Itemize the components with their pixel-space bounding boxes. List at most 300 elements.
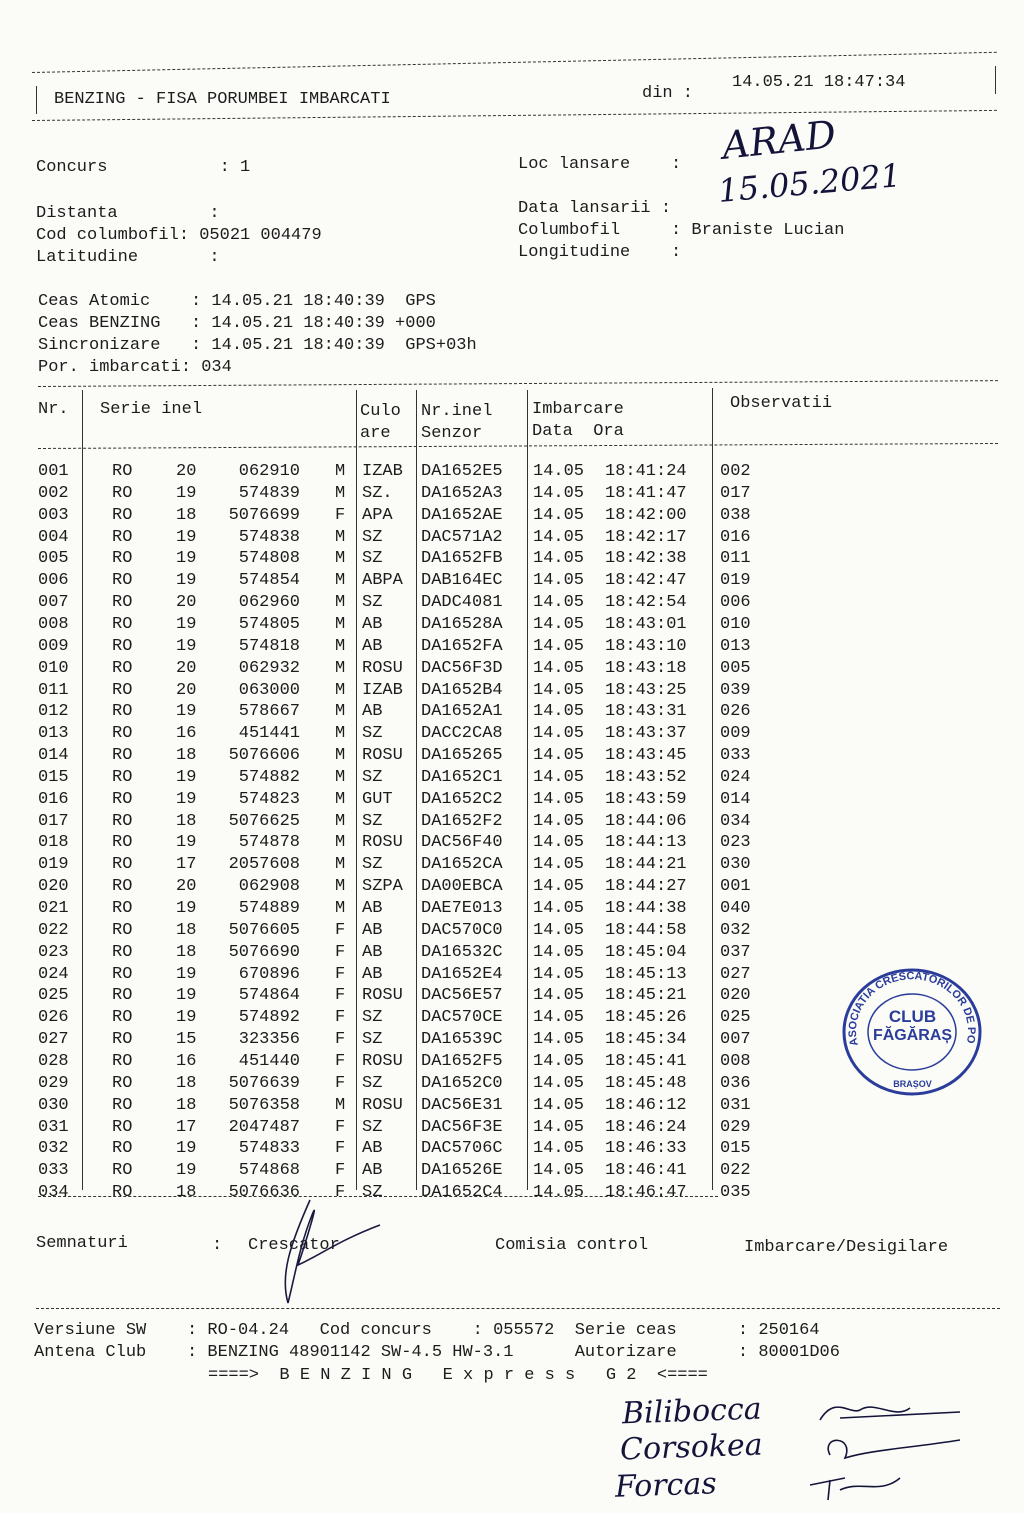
row-nr: 012 <box>38 702 69 722</box>
row-time: 18:41:24 <box>605 462 687 481</box>
row-nr: 021 <box>38 899 69 918</box>
row-nr: 001 <box>38 462 69 481</box>
crescator-signature <box>250 1185 390 1310</box>
row-time: 18:44:27 <box>605 877 687 897</box>
row-date: 14.05 <box>533 855 585 875</box>
row-sex: F <box>335 986 346 1006</box>
row-nr: 028 <box>38 1051 69 1071</box>
row-country: RO <box>112 593 133 613</box>
crescator-label: Crescator <box>248 1236 340 1255</box>
row-color: AB <box>362 964 383 984</box>
row-obs: 006 <box>720 593 751 613</box>
row-country: RO <box>112 680 133 700</box>
row-nr: 005 <box>38 549 69 569</box>
row-sensor: DA1652B4 <box>421 680 503 700</box>
row-sex: M <box>335 636 346 656</box>
row-sex: M <box>335 724 346 744</box>
row-year: 17 <box>176 855 197 875</box>
row-obs: 020 <box>720 986 751 1006</box>
row-date: 14.05 <box>533 1051 585 1071</box>
comisia-label: Comisia control <box>495 1236 649 1255</box>
row-date: 14.05 <box>533 920 585 940</box>
row-color: ROSU <box>362 1095 403 1115</box>
row-year: 18 <box>176 920 197 940</box>
row-country: RO <box>112 1117 133 1137</box>
row-nr: 017 <box>38 811 69 831</box>
header-top-rule <box>32 52 997 73</box>
row-nr: 018 <box>38 833 69 853</box>
row-sex: M <box>335 767 346 787</box>
table-top-rule <box>38 380 998 387</box>
row-country: RO <box>112 767 133 787</box>
row-obs: 005 <box>720 658 751 678</box>
row-year: 20 <box>176 680 197 700</box>
commission-name-3: Forcas <box>614 1466 718 1505</box>
row-country: RO <box>112 636 133 656</box>
stamp-ring-text: ASOCIATIA CRESCATORILOR DE PO <box>846 970 978 1047</box>
longitudine-field: Longitudine : <box>518 243 682 262</box>
row-date: 14.05 <box>533 1117 585 1137</box>
row-obs: 015 <box>720 1139 751 1159</box>
row-date: 14.05 <box>533 702 585 722</box>
commission-name-2: Corsokea <box>619 1427 764 1468</box>
table-row <box>0 659 1024 681</box>
row-nr: 032 <box>38 1139 69 1159</box>
table-row <box>0 724 1024 746</box>
table-row <box>0 1183 1024 1205</box>
row-obs: 023 <box>720 833 751 853</box>
row-ring: 574838 <box>238 527 300 547</box>
row-ring: 574892 <box>238 1008 300 1028</box>
row-color: ABPA <box>362 571 403 591</box>
row-year: 19 <box>176 964 197 984</box>
row-year: 15 <box>176 1030 197 1050</box>
row-date: 14.05 <box>533 593 585 613</box>
row-time: 18:45:26 <box>605 1008 687 1028</box>
row-ring: 574854 <box>238 571 300 591</box>
row-color: SZ <box>362 1073 383 1093</box>
row-date: 14.05 <box>533 1161 585 1181</box>
row-ring: 574839 <box>238 483 300 503</box>
row-year: 18 <box>176 1183 197 1203</box>
row-sensor: DA1652C2 <box>421 789 503 809</box>
row-color: SZ <box>362 1183 383 1203</box>
row-sex: M <box>335 899 346 918</box>
row-nr: 013 <box>38 724 69 744</box>
handwritten-date: 15.05.2021 <box>716 156 903 210</box>
table-row <box>0 921 1024 943</box>
row-year: 19 <box>176 527 197 547</box>
row-country: RO <box>112 855 133 875</box>
commission-signatures <box>800 1390 990 1505</box>
row-nr: 019 <box>38 855 69 875</box>
row-ring: 5076625 <box>228 811 300 831</box>
row-sex: F <box>335 964 346 984</box>
row-nr: 002 <box>38 483 69 503</box>
row-time: 18:42:00 <box>605 505 687 525</box>
data-lansarii-field: Data lansarii : <box>518 199 672 218</box>
row-country: RO <box>112 658 133 678</box>
row-ring: 2047487 <box>228 1117 300 1137</box>
row-time: 18:44:06 <box>605 811 687 831</box>
row-color: SZ <box>362 527 383 547</box>
table-row <box>0 768 1024 790</box>
row-year: 19 <box>176 549 197 569</box>
row-country: RO <box>112 1095 133 1115</box>
row-color: SZPA <box>362 877 403 897</box>
document-title: BENZING - FISA PORUMBEI IMBARCATI <box>54 90 391 109</box>
row-sex: M <box>335 549 346 569</box>
row-ring: 574818 <box>238 636 300 656</box>
row-date: 14.05 <box>533 658 585 678</box>
row-year: 18 <box>176 1095 197 1115</box>
row-country: RO <box>112 614 133 634</box>
row-year: 19 <box>176 789 197 809</box>
table-row <box>0 593 1024 615</box>
table-row <box>0 790 1024 812</box>
table-row <box>0 899 1024 921</box>
row-year: 16 <box>176 724 197 744</box>
row-sex: F <box>335 1117 346 1137</box>
row-sensor: DAC56F3D <box>421 658 503 678</box>
row-year: 18 <box>176 1073 197 1093</box>
row-sensor: DA16526E <box>421 1161 503 1181</box>
table-row <box>0 484 1024 506</box>
row-year: 19 <box>176 636 197 656</box>
row-date: 14.05 <box>533 877 585 897</box>
row-country: RO <box>112 549 133 569</box>
row-color: SZ <box>362 855 383 875</box>
row-obs: 014 <box>720 789 751 809</box>
table-row <box>0 855 1024 877</box>
row-country: RO <box>112 1051 133 1071</box>
row-year: 19 <box>176 702 197 722</box>
row-time: 18:43:25 <box>605 680 687 700</box>
row-sex: M <box>335 702 346 722</box>
row-sex: F <box>335 1030 346 1050</box>
row-nr: 008 <box>38 614 69 634</box>
row-time: 18:44:38 <box>605 899 687 918</box>
row-time: 18:44:13 <box>605 833 687 853</box>
row-country: RO <box>112 964 133 984</box>
row-obs: 017 <box>720 483 751 503</box>
row-date: 14.05 <box>533 811 585 831</box>
row-obs: 002 <box>720 462 751 481</box>
row-color: SZ. <box>362 483 393 503</box>
semnaturi-colon: : <box>212 1236 223 1255</box>
row-year: 20 <box>176 877 197 897</box>
table-row <box>0 746 1024 768</box>
row-sex: M <box>335 593 346 613</box>
row-sensor: DA1652FB <box>421 549 503 569</box>
row-color: SZ <box>362 767 383 787</box>
row-sensor: DA1652FA <box>421 636 503 656</box>
row-year: 18 <box>176 942 197 962</box>
row-nr: 026 <box>38 1008 69 1028</box>
row-time: 18:45:13 <box>605 964 687 984</box>
col-header-nr: Nr. <box>38 400 69 419</box>
row-sensor: DADC4081 <box>421 593 503 613</box>
row-time: 18:43:45 <box>605 746 687 766</box>
row-sensor: DAC56E31 <box>421 1095 503 1115</box>
row-date: 14.05 <box>533 1030 585 1050</box>
row-sensor: DA1652E5 <box>421 462 503 481</box>
row-year: 18 <box>176 746 197 766</box>
row-country: RO <box>112 986 133 1006</box>
table-row <box>0 571 1024 593</box>
row-color: ROSU <box>362 986 403 1006</box>
row-ring: 574823 <box>238 789 300 809</box>
row-sex: M <box>335 811 346 831</box>
row-ring: 5076690 <box>228 942 300 962</box>
columbofil-field: Columbofil : Braniste Lucian <box>518 221 845 240</box>
row-obs: 033 <box>720 746 751 766</box>
row-sensor: DA1652AE <box>421 505 503 525</box>
row-date: 14.05 <box>533 549 585 569</box>
row-nr: 016 <box>38 789 69 809</box>
row-time: 18:46:47 <box>605 1183 687 1203</box>
row-year: 20 <box>176 593 197 613</box>
row-country: RO <box>112 1030 133 1050</box>
row-color: ROSU <box>362 833 403 853</box>
row-sex: F <box>335 1051 346 1071</box>
row-sex: M <box>335 877 346 897</box>
row-country: RO <box>112 483 133 503</box>
row-year: 19 <box>176 614 197 634</box>
row-color: ROSU <box>362 658 403 678</box>
row-nr: 025 <box>38 986 69 1006</box>
row-color: SZ <box>362 1117 383 1137</box>
por-imbarcati-field: Por. imbarcati: 034 <box>38 358 232 377</box>
row-time: 18:45:34 <box>605 1030 687 1050</box>
semnaturi-label: Semnaturi <box>36 1234 128 1253</box>
row-ring: 670896 <box>238 964 300 984</box>
row-ring: 574805 <box>238 614 300 634</box>
row-sex: M <box>335 833 346 853</box>
row-date: 14.05 <box>533 1095 585 1115</box>
col-header-imbarcare-2: Data Ora <box>532 422 624 441</box>
row-nr: 033 <box>38 1161 69 1181</box>
row-color: IZAB <box>362 680 403 700</box>
row-sex: F <box>335 942 346 962</box>
row-ring: 578667 <box>238 702 300 722</box>
row-obs: 025 <box>720 1008 751 1028</box>
row-year: 19 <box>176 1139 197 1159</box>
col-header-nrinel-1: Nr.inel <box>421 402 493 421</box>
row-date: 14.05 <box>533 942 585 962</box>
row-date: 14.05 <box>533 724 585 744</box>
col-header-culoare-2: are <box>360 424 391 443</box>
row-country: RO <box>112 811 133 831</box>
row-nr: 031 <box>38 1117 69 1137</box>
row-time: 18:44:21 <box>605 855 687 875</box>
row-ring: 062908 <box>238 877 300 897</box>
row-obs: 038 <box>720 505 751 525</box>
row-sensor: DA1652F2 <box>421 811 503 831</box>
row-sex: M <box>335 789 346 809</box>
row-year: 19 <box>176 1161 197 1181</box>
distanta-field: Distanta : <box>36 204 220 223</box>
footer-rule <box>36 1308 1000 1309</box>
row-nr: 011 <box>38 680 69 700</box>
row-date: 14.05 <box>533 505 585 525</box>
row-country: RO <box>112 702 133 722</box>
row-date: 14.05 <box>533 833 585 853</box>
row-time: 18:46:33 <box>605 1139 687 1159</box>
col-header-nrinel-2: Senzor <box>421 424 483 443</box>
row-time: 18:43:31 <box>605 702 687 722</box>
row-year: 17 <box>176 1117 197 1137</box>
row-sex: M <box>335 1095 346 1115</box>
table-row <box>0 462 1024 484</box>
row-sensor: DA16532C <box>421 942 503 962</box>
row-ring: 574889 <box>238 899 300 918</box>
row-year: 19 <box>176 483 197 503</box>
table-row <box>0 702 1024 724</box>
row-time: 18:44:58 <box>605 920 687 940</box>
row-sensor: DAC571A2 <box>421 527 503 547</box>
row-nr: 004 <box>38 527 69 547</box>
row-time: 18:45:04 <box>605 942 687 962</box>
row-country: RO <box>112 920 133 940</box>
row-nr: 020 <box>38 877 69 897</box>
row-sensor: DAC56E57 <box>421 986 503 1006</box>
table-row <box>0 877 1024 899</box>
row-time: 18:42:38 <box>605 549 687 569</box>
row-obs: 022 <box>720 1161 751 1181</box>
table-row <box>0 506 1024 528</box>
row-country: RO <box>112 505 133 525</box>
row-year: 18 <box>176 505 197 525</box>
footer-benzing-banner: ====> B E N Z I N G E x p r e s s G 2 <==== <box>208 1366 708 1385</box>
row-nr: 023 <box>38 942 69 962</box>
row-color: SZ <box>362 1030 383 1050</box>
row-sex: M <box>335 855 346 875</box>
row-obs: 026 <box>720 702 751 722</box>
row-color: AB <box>362 702 383 722</box>
table-row <box>0 812 1024 834</box>
row-obs: 019 <box>720 571 751 591</box>
row-country: RO <box>112 1183 133 1203</box>
row-ring: 063000 <box>238 680 300 700</box>
col-header-serie: Serie inel <box>100 400 203 419</box>
row-sensor: DAC5706C <box>421 1139 503 1159</box>
row-sensor: DA16539C <box>421 1030 503 1050</box>
row-color: ROSU <box>362 746 403 766</box>
row-country: RO <box>112 942 133 962</box>
row-ring: 323356 <box>238 1030 300 1050</box>
handwritten-loc: ARAD <box>720 112 838 168</box>
row-ring: 5076639 <box>228 1073 300 1093</box>
row-obs: 001 <box>720 877 751 897</box>
table-row <box>0 1139 1024 1161</box>
row-obs: 007 <box>720 1030 751 1050</box>
row-time: 18:45:21 <box>605 986 687 1006</box>
row-obs: 031 <box>720 1095 751 1115</box>
table-row <box>0 681 1024 703</box>
col-header-imbarcare-1: Imbarcare <box>532 400 624 419</box>
row-nr: 006 <box>38 571 69 591</box>
row-color: APA <box>362 505 393 525</box>
row-year: 18 <box>176 811 197 831</box>
row-sex: M <box>335 527 346 547</box>
imbarcare-desigilare-label: Imbarcare/Desigilare <box>744 1238 949 1257</box>
row-date: 14.05 <box>533 899 585 918</box>
row-sex: M <box>335 614 346 634</box>
row-country: RO <box>112 789 133 809</box>
row-country: RO <box>112 1073 133 1093</box>
row-obs: 009 <box>720 724 751 744</box>
footer-versiune-line: Versiune SW : RO-04.24 Cod concurs : 055572 Serie ceas : 250164 <box>34 1321 820 1340</box>
row-date: 14.05 <box>533 746 585 766</box>
row-date: 14.05 <box>533 483 585 503</box>
row-ring: 062932 <box>238 658 300 678</box>
row-date: 14.05 <box>533 1008 585 1028</box>
row-nr: 034 <box>38 1183 69 1203</box>
row-obs: 035 <box>720 1183 751 1203</box>
row-nr: 027 <box>38 1030 69 1050</box>
row-sensor: DA16528A <box>421 614 503 634</box>
row-ring: 451441 <box>238 724 300 744</box>
row-color: SZ <box>362 724 383 744</box>
row-nr: 014 <box>38 746 69 766</box>
row-obs: 036 <box>720 1073 751 1093</box>
row-date: 14.05 <box>533 964 585 984</box>
row-time: 18:41:47 <box>605 483 687 503</box>
row-color: IZAB <box>362 462 403 481</box>
row-ring: 5076358 <box>228 1095 300 1115</box>
footer-antena-line: Antena Club : BENZING 48901142 SW-4.5 HW-3.1 Autorizare : 80001D06 <box>34 1343 840 1362</box>
row-sex: M <box>335 746 346 766</box>
row-country: RO <box>112 1008 133 1028</box>
latitudine-field: Latitudine : <box>36 248 220 267</box>
row-time: 18:42:17 <box>605 527 687 547</box>
table-row <box>0 943 1024 965</box>
row-sensor: DA1652C4 <box>421 1183 503 1203</box>
row-date: 14.05 <box>533 1183 585 1203</box>
row-nr: 030 <box>38 1095 69 1115</box>
row-sensor: DA1652C1 <box>421 767 503 787</box>
row-color: AB <box>362 636 383 656</box>
ceas-atomic-field: Ceas Atomic : 14.05.21 18:40:39 GPS <box>38 292 436 311</box>
col-header-culoare-1: Culo <box>360 402 401 421</box>
row-sensor: DAC570C0 <box>421 920 503 940</box>
row-nr: 024 <box>38 964 69 984</box>
row-color: AB <box>362 899 383 918</box>
loc-lansare-field: Loc lansare : <box>518 155 682 174</box>
row-date: 14.05 <box>533 462 585 481</box>
row-date: 14.05 <box>533 1139 585 1159</box>
header-bottom-rule <box>32 110 997 121</box>
table-row <box>0 1118 1024 1140</box>
row-sensor: DA1652E4 <box>421 964 503 984</box>
row-sex: F <box>335 1183 346 1203</box>
table-row <box>0 615 1024 637</box>
row-color: AB <box>362 614 383 634</box>
row-obs: 010 <box>720 614 751 634</box>
row-year: 19 <box>176 833 197 853</box>
row-country: RO <box>112 746 133 766</box>
header-right-border <box>995 66 996 94</box>
row-date: 14.05 <box>533 1073 585 1093</box>
row-sex: M <box>335 571 346 591</box>
table-row <box>0 833 1024 855</box>
table-header-rule <box>38 443 998 449</box>
row-date: 14.05 <box>533 680 585 700</box>
row-country: RO <box>112 1161 133 1181</box>
row-color: SZ <box>362 811 383 831</box>
row-ring: 5076606 <box>228 746 300 766</box>
